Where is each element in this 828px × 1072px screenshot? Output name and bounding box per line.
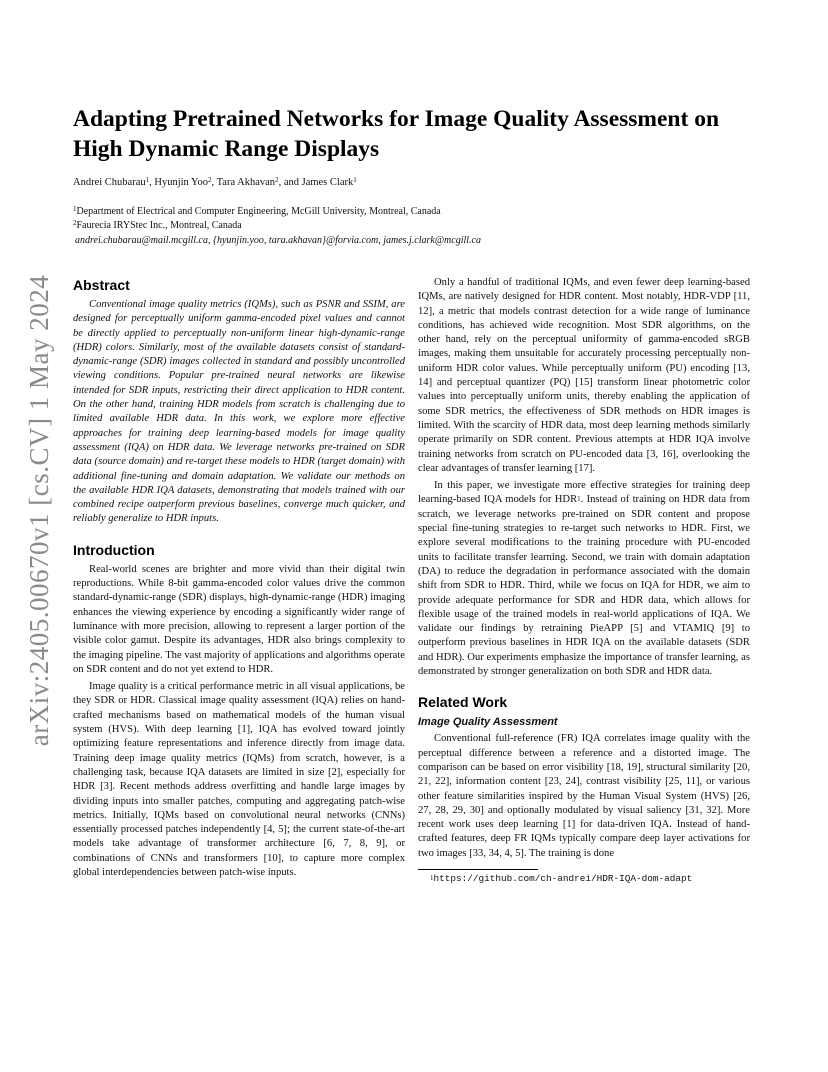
iqa-subheading: Image Quality Assessment <box>418 716 558 729</box>
abstract-heading: Abstract <box>73 277 130 293</box>
author-name: Tara Akhavan <box>216 177 276 188</box>
related-work-paragraph: Conventional full-reference (FR) IQA correlates image quality with the perceptual difference between a reference and a distorted image. The comparison can be based on error visibility [18, 19], structural similarity [20, 21, 22], information content [23, 24], contrast visibility [25, 11], or various other feature similarities inspired by the Human Visual System (HVS) [26, 27, 28, 29, 30] and optionally modulated by visual saliency [31, 32]. More recent work uses deep learning [1] for data-driven IQA. Instead of hand-crafted features, deep FR IQMs typically compare deep layer activations for two images [33, 34, 4, 5]. The training is done <box>418 733 750 859</box>
left-column <box>73 276 405 880</box>
author-name: Hyunjin Yoo <box>154 177 209 188</box>
footnote-mark[interactable]: 1 <box>577 495 581 504</box>
intro-paragraph: Image quality is a critical performance metric in all visual applications, be they SDR or HDR. Classical image quality assessment (IQA) relies on hand-crafted mechanisms based on mathematical models of the human visual system (HVS). With deep learning [1], IQA has evolved toward jointly optimizing feature representations and inference directly from image data. Training deep image quality metrics (IQMs) from scratch, however, is a challenging task, because IQA datasets are limited in size [2], especially for HDR [3]. Recent methods address overfitting and handle large images by dividing inputs into smaller patches, computing and aggregating patch-wise metrics. Initially, IQMs based on convolutional neural networks (CNNs) essentially processed patches independently [4, 5]; the current state-of-the-art models take advantage of transformer architecture [6, 7, 8, 9], or combinations of CNNs and transformers [10], to capture more complex global interdependencies between patch-wise inputs. <box>73 681 405 878</box>
intro-paragraph: Real-world scenes are brighter and more vivid than their digital twin reproductions. While 8-bit gamma-encoded color values drive the common standard-dynamic-range (SDR) displays, high-dynamic-range (HDR) imaging enhances the viewing experience by encoding a significantly wider range of luminance with more precision, allowing to represent a larger portion of the visible color gamut. Despite its advantages, HDR also brings complexity to the imaging pipeline. The vast majority of applications and algorithms operate on SDR content and do not yet extend to HDR. <box>73 563 405 675</box>
footnote-divider <box>418 869 538 870</box>
author-name: Andrei Chubarau <box>73 177 146 188</box>
arxiv-identifier: arXiv:2405.00670v1 [cs.CV] 1 May 2024 <box>24 274 55 746</box>
intro-paragraph-contributions: In this paper, we investigate more effective strategies for training deep learning-based IQA models for HDR$^1$. Instead of training on HDR data from scratch, we leverage networks pre-trained on SDR content and propose special fine-tuning strategies to re-target such networks to HDR. First, we explore several modifications to the training procedure with PU-encoded units to facilitate transfer learning. Second, we train with domain adaptation (DA) to reduce the degradation in performance associated with the domain shift from SDR to HDR. Third, while we focus on IQA for HDR, we aim to provide adequate performance for SDR and HDR data, which allows for flexible usage of the trained models in real-world applications of IQA. We validate our findings by retraining PieAPP [5] and VTAMIQ [9] to outperform previous baselines in HDR IQA on the available datasets (SDR and HDR). Our experiments emphasize the importance of transfer learning, as demonstrated by stronger generalization on both SDR and HDR data. <box>418 480 750 678</box>
related-work-heading: Related Work <box>418 694 508 711</box>
right-column <box>418 276 750 885</box>
affiliation-1: $^1$Department of Electrical and Computer Engineering, McGill University, Montreal, Canada <box>73 205 441 217</box>
footnote: $^1$https://github.com/ch-andrei/HDR-IQA-dom-adapt <box>430 872 693 884</box>
abstract-text: Conventional image quality metrics (IQMs), such as PSNR and SSIM, are designed for perceptually uniform gamma-encoded pixel values and cannot be directly applied to perceptually non-uniform linear high-dynamic-range (HDR) colors. Similarly, most of the available datasets consist of standard-dynamic-range (SDR) images collected in standard and possibly uncontrolled viewing conditions. Popular pre-trained neural networks are likewise intended for SDR inputs, restricting their direct application to HDR content. On the other hand, training HDR models from scratch is challenging due to limited available HDR data. In this work, we explore more effective approaches for training deep learning-based models for image quality assessment (IQA) on HDR data. We leverage networks pre-trained on SDR data (source domain) and re-target these models to HDR (target domain) with additional fine-tuning and domain adaptation. We validate our methods on the available HDR IQA datasets, demonstrating that models trained with our combined recipe outperform previous baselines, converge much quicker, and reliably generalize to HDR inputs. <box>73 299 405 525</box>
intro-paragraph: Only a handful of traditional IQMs, and even fewer deep learning-based IQMs, are natively designed for HDR content. Most notably, HDR-VDP [11, 12], a metric that models contrast detection for a wide range of luminance conditions, has achieved wide recognition. Most SDR algorithms, on the other hand, rely on the perceptual uniformity of gamma-encoded sRGB images, making them unsuitable for accurately processing perceptually non-uniform HDR color values. While perceptually uniform (PU) encoding [13, 14] and perceptual quantizer (PQ) [15] transform linear photometric color values into perceptually uniform units, thereby enabling the application of some SDR metrics, the effectiveness of SDR methods on HDR images is limited. With the scarcity of HDR data, most deep learning methods similarly operate primarily on SDR content. Previous attempts at HDR IQA involve training networks from scratch on PU-encoded data [3, 16], overlooking the clear advantages of transfer learning [17]. <box>418 277 750 474</box>
author-affiliation-mark: 2 <box>275 176 279 184</box>
introduction-heading: Introduction <box>73 541 155 558</box>
footnote-url-link[interactable]: https://github.com/ch-andrei/HDR-IQA-dom-adapt <box>433 872 693 884</box>
author-affiliation-mark: 1 <box>353 176 357 184</box>
author-list: Andrei Chubarau$^1$, Hyunjin Yoo$^2$, Tara Akhavan$^2$, and James Clark$^1$ <box>73 176 357 188</box>
author-affiliation-mark: 1 <box>145 176 150 184</box>
arxiv-side-stamp <box>20 274 60 746</box>
paper-title: Adapting Pretrained Networks for Image Quality Assessment on High Dynamic Range Displays <box>73 106 720 162</box>
author-name: James Clark <box>301 177 354 188</box>
affiliation-2: $^2$Faurecia IRYStec Inc., Montreal, Canada <box>73 219 242 231</box>
author-affiliation-mark: 2 <box>208 176 212 184</box>
author-emails[interactable]: andrei.chubarau@mail.mcgill.ca, {hyunjin.yoo, tara.akhavan}@forvia.com, james.j.clark@mcgill.ca <box>75 235 481 246</box>
